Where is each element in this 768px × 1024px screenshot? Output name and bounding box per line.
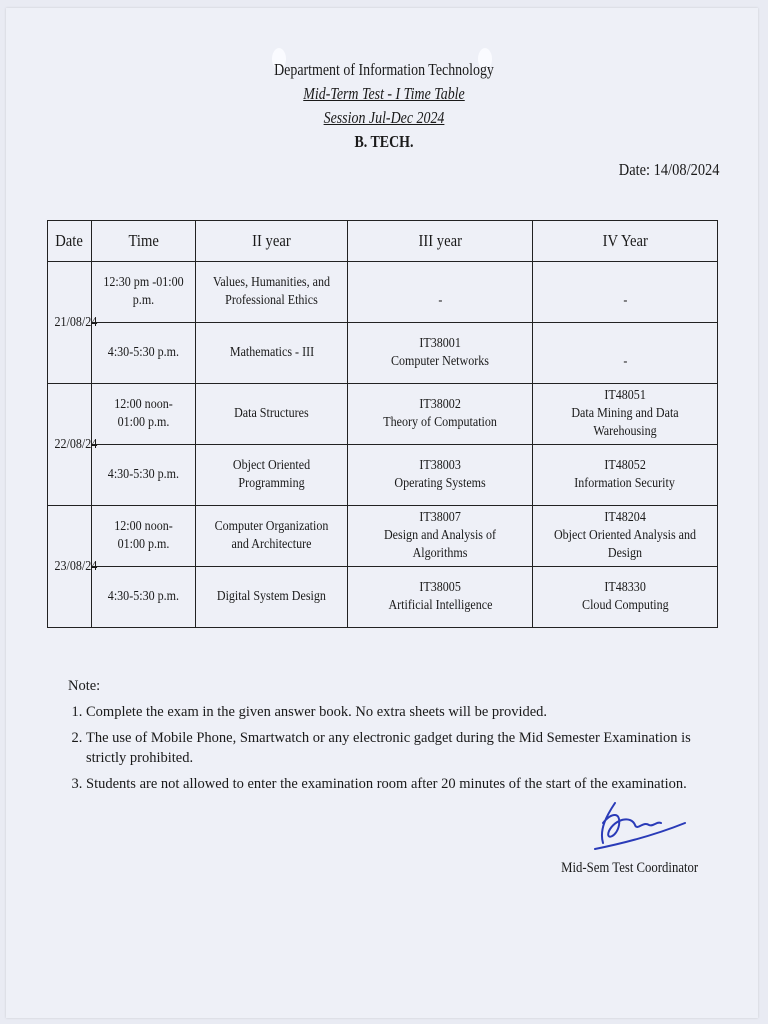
note-item: 2. The use of Mobile Phone, Smartwatch or any electronic gadget during the Mid Semester Examination is strictly prohibited. [86,728,708,768]
session-title: Session Jul-Dec 2024 [323,108,445,127]
ii-year-subject: Values, Humanities, and Professional Ethics [196,262,348,323]
iii-year-subject: IT38007 Design and Analysis of Algorithms [348,506,533,567]
header-iii-year: III year [348,221,533,262]
document-header [0,58,768,154]
header-date: Date [48,221,92,262]
notes-title: Note: [68,678,101,694]
notes-list [68,702,708,794]
test-title: Mid-Term Test - I Time Table [303,84,465,103]
exam-time: 4:30-5:30 p.m. [92,567,196,628]
ii-year-subject: Object Oriented Programming [196,445,348,506]
exam-time: 4:30-5:30 p.m. [92,445,196,506]
iii-year-subject: - [348,262,533,323]
timetable [47,220,718,628]
ii-year-subject: Mathematics - III [196,323,348,384]
iv-year-subject: IT48204 Object Oriented Analysis and Design [533,506,718,567]
header-time: Time [92,221,196,262]
iv-year-subject: - [533,262,718,323]
iv-year-subject: IT48052 Information Security [533,445,718,506]
iv-year-subject: IT48330 Cloud Computing [533,567,718,628]
iii-year-subject: IT38001 Computer Networks [348,323,533,384]
table-row [48,506,718,567]
note-item: 1. Complete the exam in the given answer book. No extra sheets will be provided. [86,702,708,722]
table-row [48,384,718,445]
exam-time: 4:30-5:30 p.m. [92,323,196,384]
exam-date: 23/08/24 [48,506,92,628]
notes-section [68,676,708,800]
header-iv-year: IV Year [533,221,718,262]
table-row [48,323,718,384]
header-ii-year: II year [196,221,348,262]
exam-time: 12:30 pm -01:00 p.m. [92,262,196,323]
iii-year-subject: IT38002 Theory of Computation [348,384,533,445]
table-header-row [48,221,718,262]
iv-year-subject: IT48051 Data Mining and Data Warehousing [533,384,718,445]
program-title: B. TECH. [354,132,414,151]
coordinator-signature [585,795,695,855]
exam-time: 12:00 noon-01:00 p.m. [92,384,196,445]
table-row [48,445,718,506]
exam-time: 12:00 noon-01:00 p.m. [92,506,196,567]
ii-year-subject: Digital System Design [196,567,348,628]
department-title: Department of Information Technology [274,60,494,79]
note-item: 3. Students are not allowed to enter the examination room after 20 minutes of the start of the examination. [86,774,708,794]
table-row [48,262,718,323]
ii-year-subject: Data Structures [196,384,348,445]
table-row [48,567,718,628]
ii-year-subject: Computer Organization and Architecture [196,506,348,567]
coordinator-title: Mid-Sem Test Coordinator [561,860,698,876]
iii-year-subject: IT38005 Artificial Intelligence [348,567,533,628]
iv-year-subject: - [533,323,718,384]
issue-date: Date: 14/08/2024 [619,160,720,179]
iii-year-subject: IT38003 Operating Systems [348,445,533,506]
exam-date: 21/08/24 [48,262,92,384]
exam-date: 22/08/24 [48,384,92,506]
